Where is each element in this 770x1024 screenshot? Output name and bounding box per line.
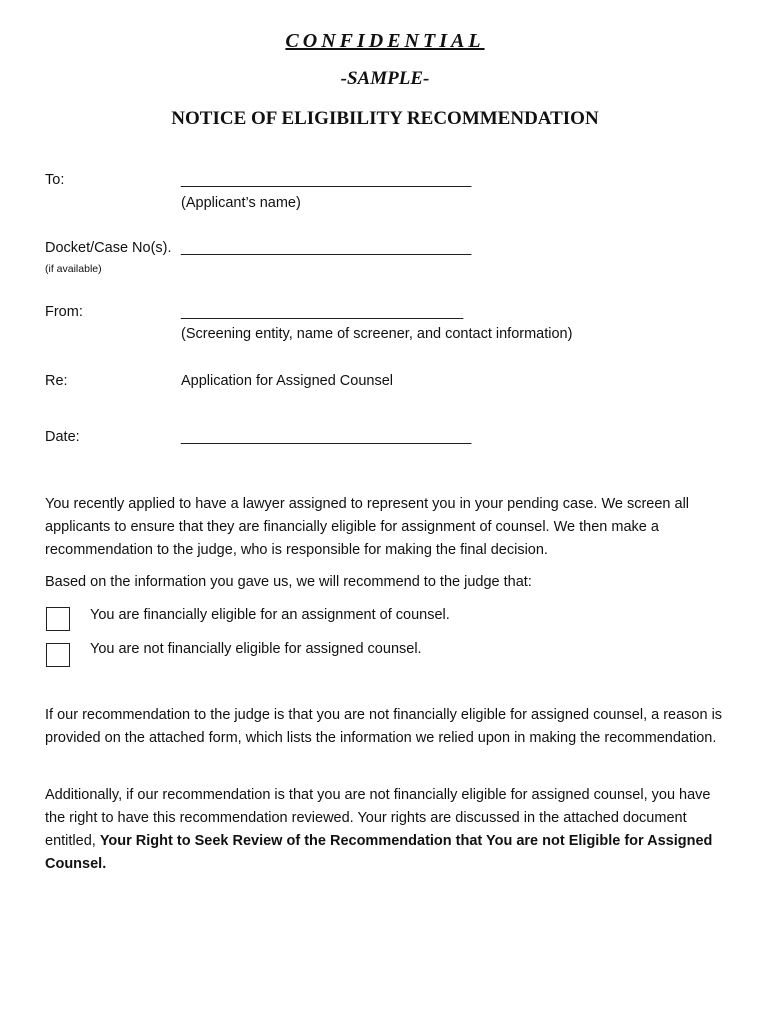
eligible-checkbox[interactable]: [46, 607, 70, 631]
not-eligible-option-label: You are not financially eligible for assigned counsel.: [90, 641, 422, 657]
confidential-heading: CONFIDENTIAL: [285, 30, 485, 52]
from-field-line[interactable]: ___________________________________: [181, 304, 464, 320]
page-title: NOTICE OF ELIGIBILITY RECOMMENDATION: [171, 108, 599, 129]
intro-paragraph: You recently applied to have a lawyer assigned to represent you in your pending case. We screen all applicants to ensure that they are financially eligible for assignment of counsel. We then make a recommendation to the judge, who is responsible for making the final decision.: [45, 496, 690, 558]
based-on-paragraph: Based on the information you gave us, we will recommend to the judge that:: [45, 574, 532, 590]
additional-text: Additionally, if our recommendation is that you are not financially eligible for assigned counsel, you have the right to have this recommendation reviewed. Your rights are discussed in the attached document entitled,: [45, 787, 711, 849]
docket-label: Docket/Case No(s).: [45, 240, 172, 256]
to-field-hint: (Applicant’s name): [181, 195, 301, 211]
to-label: To:: [45, 172, 65, 188]
not-eligible-checkbox[interactable]: [46, 643, 70, 667]
from-label: From:: [45, 304, 83, 320]
review-document-title: Your Right to Seek Review of the Recommendation that You are not Eligible for Assigned Counsel.: [45, 833, 713, 872]
sample-heading: -SAMPLE-: [340, 68, 430, 89]
from-field-hint: (Screening entity, name of screener, and contact information): [181, 326, 573, 342]
additional-paragraph: [45, 784, 730, 876]
docket-hint: (if available): [45, 263, 102, 275]
date-label: Date:: [45, 429, 80, 445]
docket-field-line[interactable]: ____________________________________: [181, 240, 472, 256]
reason-paragraph: If our recommendation to the judge is that you are not financially eligible for assigned counsel, a reason is provided on the attached form, which lists the information we relied upon in making the recommendation.: [45, 707, 723, 746]
re-value: Application for Assigned Counsel: [181, 373, 393, 389]
date-field-line[interactable]: ____________________________________: [181, 429, 472, 445]
to-field-line[interactable]: ____________________________________: [181, 172, 472, 188]
eligible-option-label: You are financially eligible for an assignment of counsel.: [90, 607, 450, 623]
re-label: Re:: [45, 373, 68, 389]
